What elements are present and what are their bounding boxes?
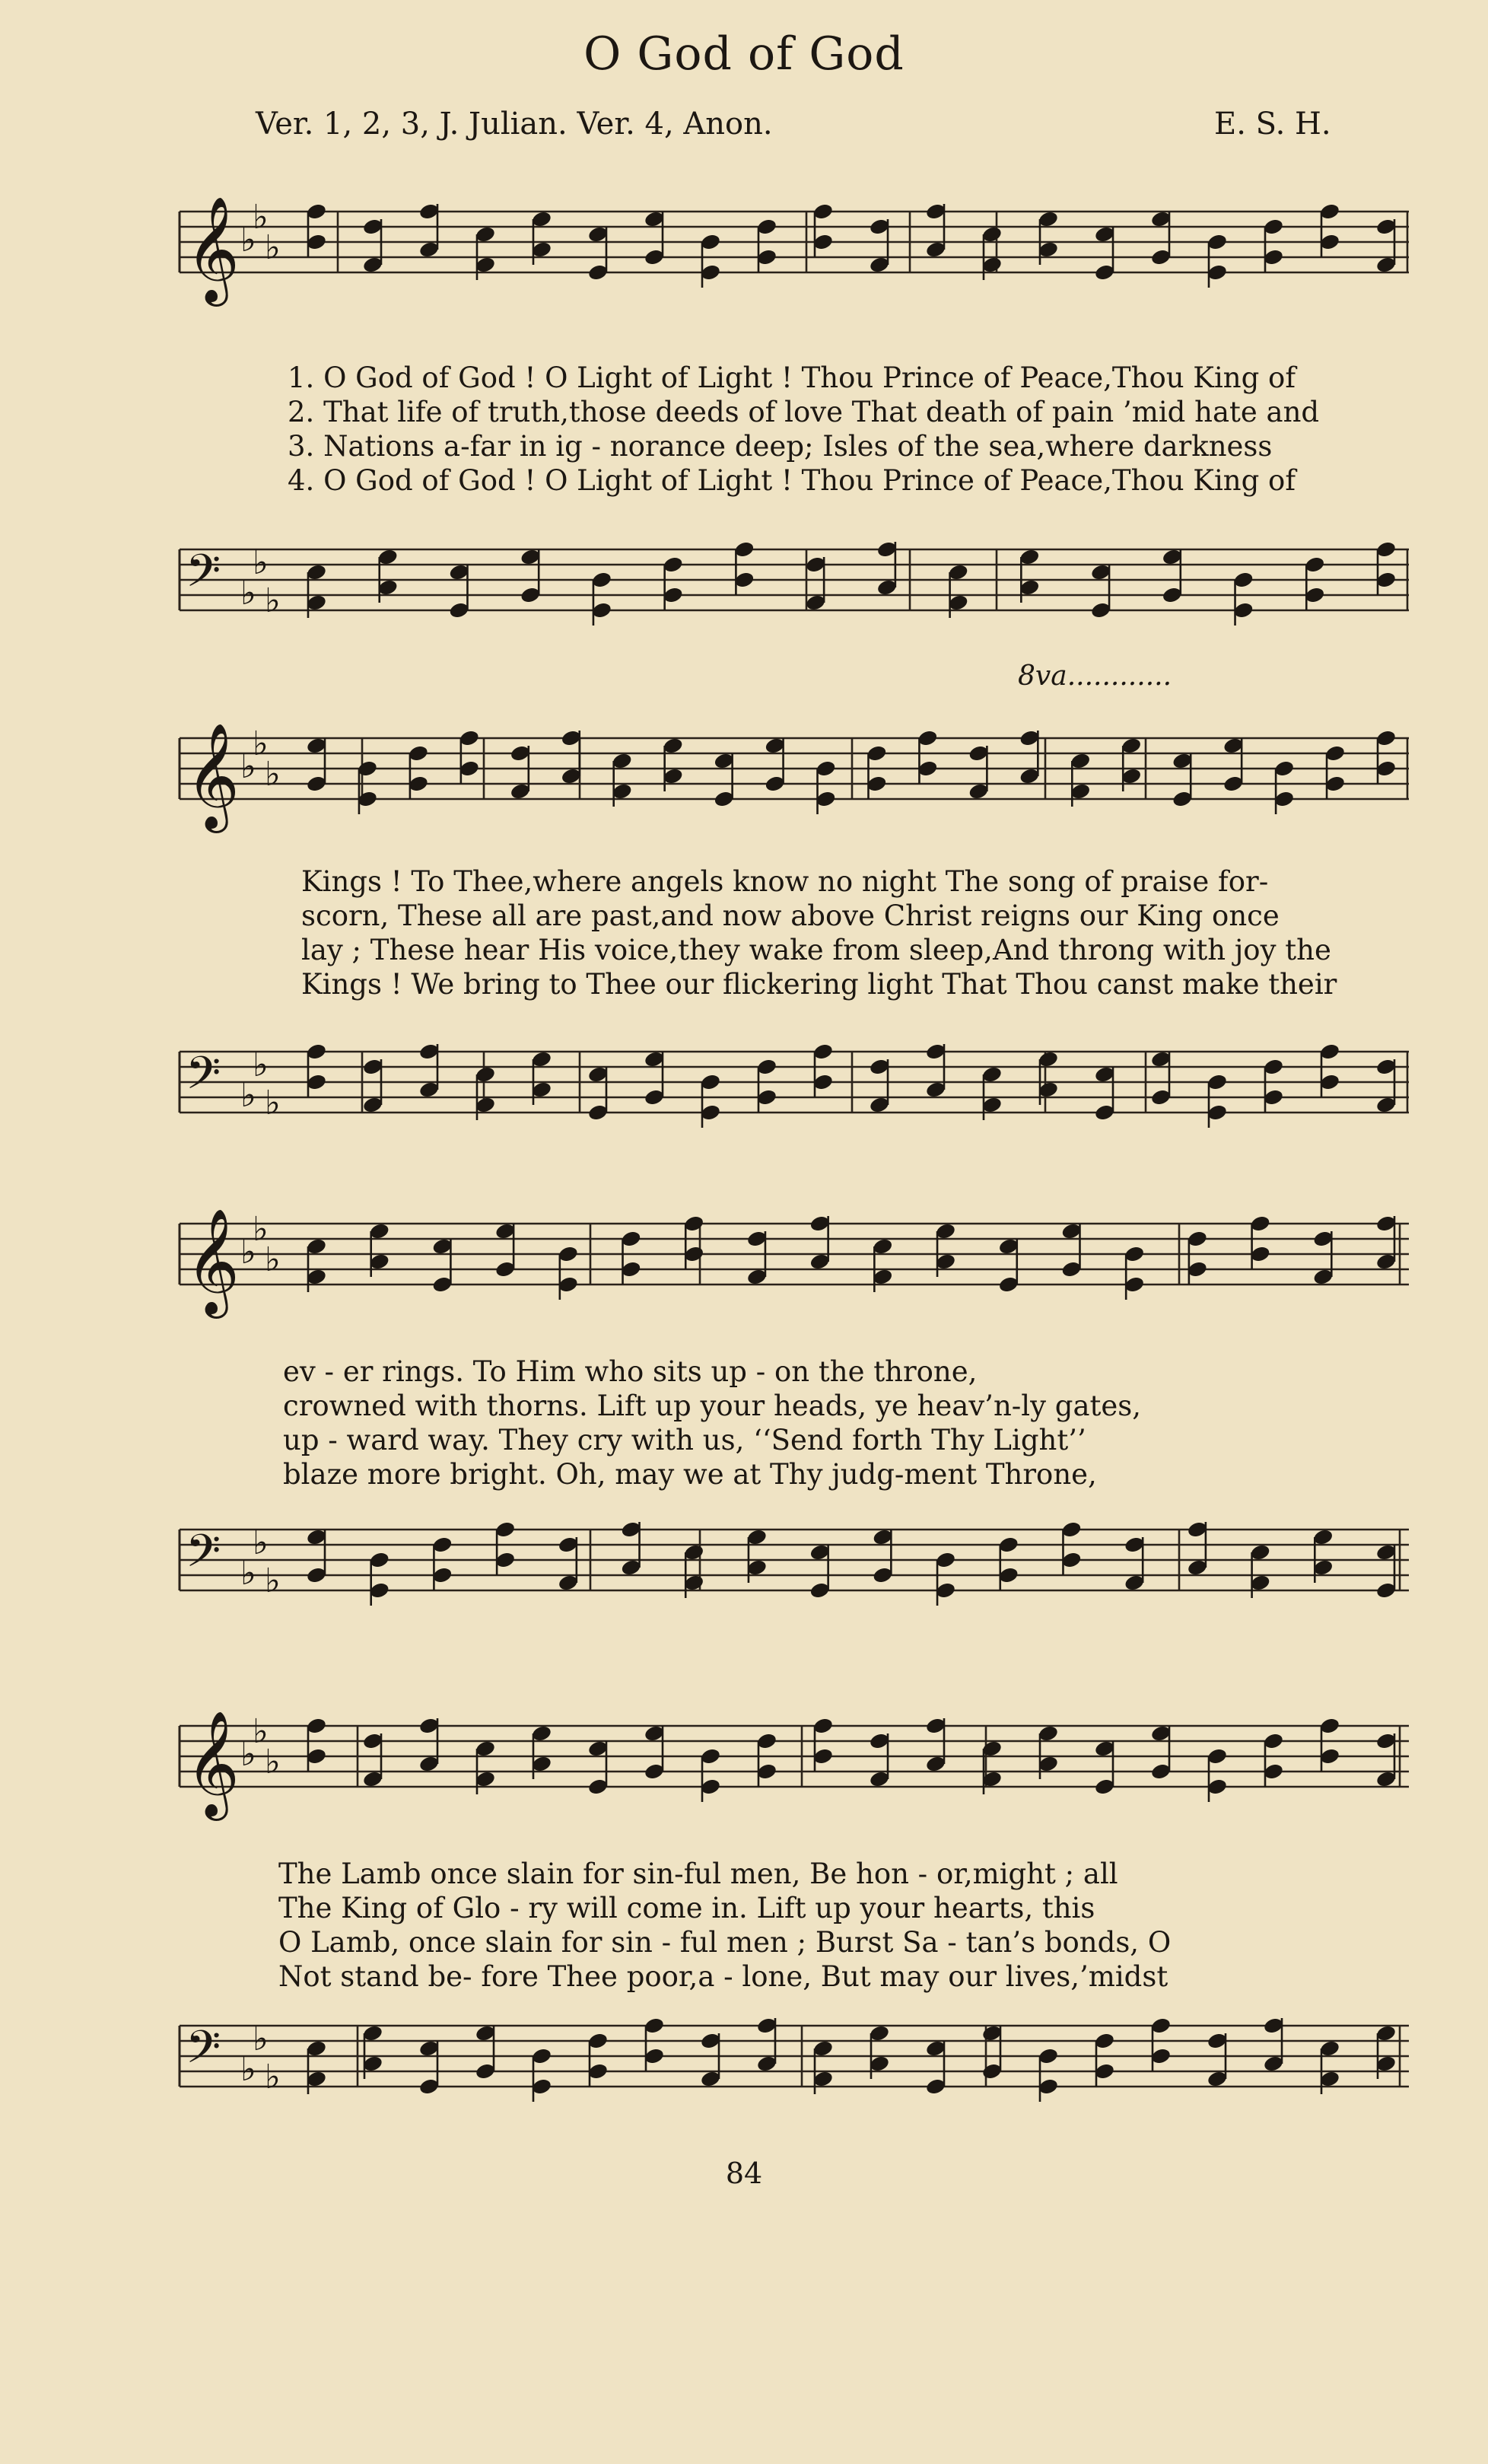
bass-staff: [0, 1044, 1488, 1173]
flat-sign-icon: ♭: [240, 574, 256, 613]
lyric-verse-1: The Lamb once slain for sin-ful men, Be hon - or,might ; all: [278, 1858, 1118, 1890]
flat-sign-icon: ♭: [253, 1523, 269, 1562]
flat-sign-icon: ♭: [265, 2058, 281, 2096]
lyrics-block: [301, 864, 1337, 1001]
flat-sign-icon: ♭: [265, 755, 281, 794]
lyric-verse-2: crowned with thorns. Lift up your heads, ye heav’n-ly gates,: [283, 1390, 1142, 1422]
flat-sign-icon: ♭: [265, 1240, 281, 1279]
bass-clef-icon: 𝄢: [186, 1524, 221, 1588]
flat-sign-icon: ♭: [253, 724, 269, 763]
treble-clef-icon: 𝄞: [186, 1208, 240, 1314]
bass-staff: [0, 1522, 1488, 1651]
flat-sign-icon: ♭: [265, 1084, 281, 1122]
flat-sign-icon: ♭: [240, 221, 256, 259]
lyric-verse-2: The King of Glo - ry will come in. Lift up your hearts, this: [278, 1892, 1095, 1924]
lyrics-block: [278, 1857, 1171, 1994]
lyric-verse-1: 1. O God of God ! O Light of Light ! Thou Prince of Peace,Thou King of: [288, 361, 1296, 394]
lyric-verse-4: Kings ! We bring to Thee our flickering light That Thou canst make their: [301, 968, 1337, 1001]
flat-sign-icon: ♭: [240, 1554, 256, 1593]
flat-sign-icon: ♭: [265, 228, 281, 267]
flat-sign-icon: ♭: [265, 1561, 281, 1600]
flat-sign-icon: ♭: [253, 543, 269, 582]
flat-sign-icon: ♭: [240, 2050, 256, 2089]
page-number: 84: [725, 2157, 763, 2190]
music-credit: E. S. H.: [1214, 107, 1331, 142]
bass-clef-icon: 𝄢: [186, 1046, 221, 1110]
lyric-verse-3: up - ward way. They cry with us, ‘‘Send forth Thy Light’’: [283, 1424, 1086, 1456]
flat-sign-icon: ♭: [240, 747, 256, 786]
flat-sign-icon: ♭: [253, 1712, 269, 1751]
ottava-mark: 8va............: [1018, 661, 1172, 692]
treble-staff: [0, 1208, 1488, 1345]
flat-sign-icon: ♭: [253, 1046, 269, 1084]
treble-clef-icon: 𝄞: [186, 196, 240, 302]
lyric-verse-4: 4. O God of God ! O Light of Light ! Thou Prince of Peace,Thou King of: [288, 464, 1296, 497]
treble-staff: [0, 196, 1488, 333]
flat-sign-icon: ♭: [240, 1076, 256, 1115]
flat-sign-icon: ♭: [240, 1233, 256, 1272]
treble-staff: [0, 1711, 1488, 1848]
lyric-verse-4: blaze more bright. Oh, may we at Thy judg-ment Throne,: [283, 1458, 1097, 1491]
lyric-verse-1: Kings ! To Thee,where angels know no night The song of praise for-: [301, 865, 1269, 898]
lyric-verse-2: 2. That life of truth,those deeds of love That death of pain ’mid hate and: [288, 396, 1320, 428]
treble-clef-icon: 𝄞: [186, 723, 240, 829]
lyrics-block: [288, 361, 1319, 498]
bass-clef-icon: 𝄢: [186, 544, 221, 608]
flat-sign-icon: ♭: [253, 2020, 269, 2058]
hymn-title: O God of God: [583, 27, 905, 81]
bass-staff: [0, 2018, 1488, 2147]
flat-sign-icon: ♭: [240, 1735, 256, 1774]
lyric-verse-2: scorn, These all are past,and now above Christ reigns our King once: [301, 899, 1280, 932]
lyric-verse-3: lay ; These hear His voice,they wake from sleep,And throng with joy the: [301, 934, 1331, 966]
flat-sign-icon: ♭: [253, 1210, 269, 1249]
lyric-verse-4: Not stand be- fore Thee poor,a - lone, But may our lives,’midst: [278, 1960, 1168, 1993]
treble-staff: [0, 723, 1488, 860]
treble-clef-icon: 𝄞: [186, 1711, 240, 1816]
lyric-verse-3: 3. Nations a-far in ig - norance deep; Isles of the sea,where darkness: [288, 430, 1273, 463]
flat-sign-icon: ♭: [265, 1743, 281, 1781]
flat-sign-icon: ♭: [253, 198, 269, 237]
lyric-verse-1: ev - er rings. To Him who sits up - on the throne,: [283, 1355, 978, 1388]
lyrics-block: [283, 1355, 1141, 1491]
flat-sign-icon: ♭: [265, 581, 281, 620]
bass-staff: [0, 542, 1488, 671]
words-credit: Ver. 1, 2, 3, J. Julian. Ver. 4, Anon.: [256, 107, 773, 142]
bass-clef-icon: 𝄢: [186, 2020, 221, 2084]
lyric-verse-3: O Lamb, once slain for sin - ful men ; Burst Sa - tan’s bonds, O: [278, 1926, 1172, 1959]
